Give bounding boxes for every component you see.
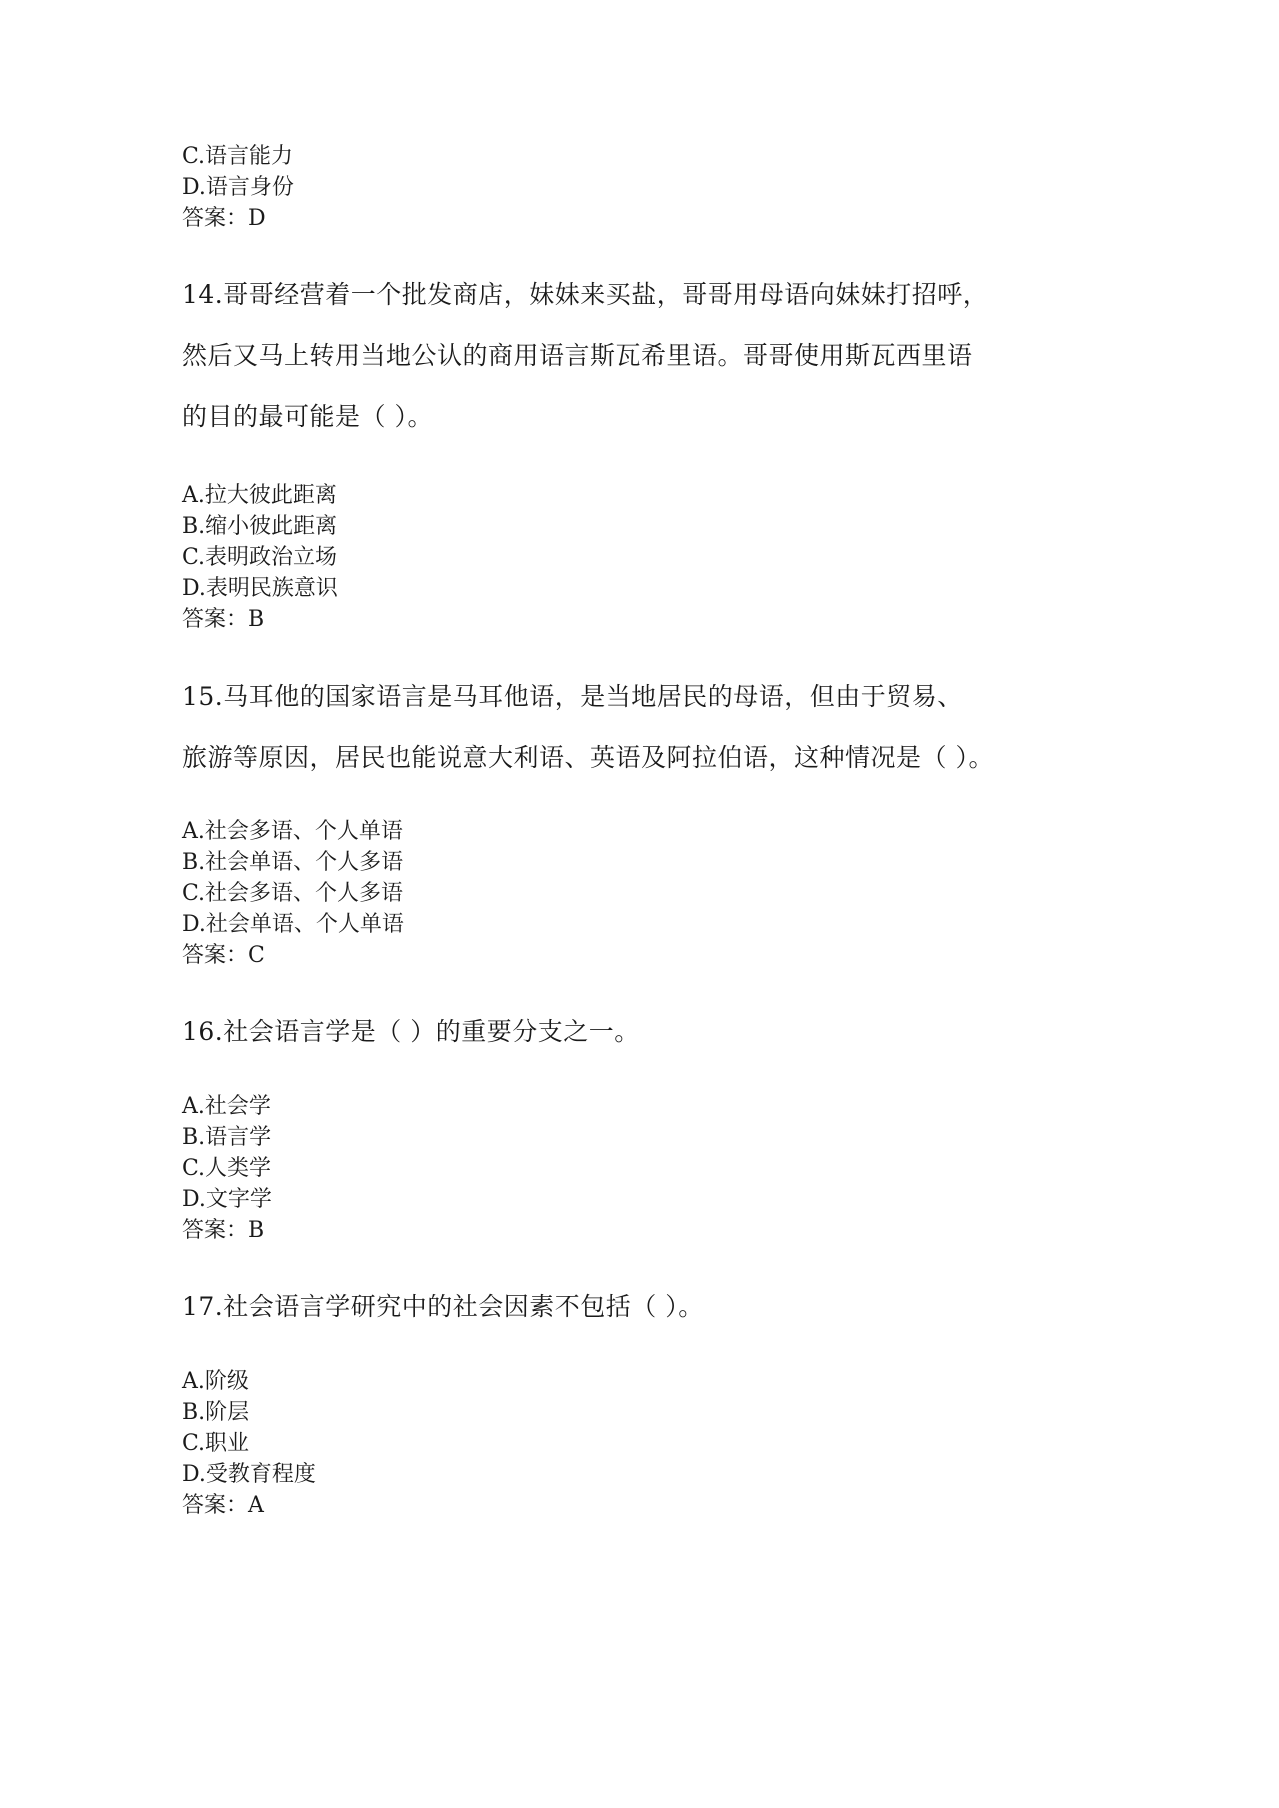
question-text-line: 的目的最可能是（ ）。 bbox=[182, 402, 433, 431]
option-a: A.社会多语、个人单语 bbox=[182, 819, 403, 844]
question-text-line: 然后又马上转用当地公认的商用语言斯瓦希里语。哥哥使用斯瓦西里语 bbox=[182, 341, 973, 370]
option-c: C.社会多语、个人多语 bbox=[182, 881, 404, 906]
option-c: C.表明政治立场 bbox=[182, 545, 338, 570]
option-b: B.社会单语、个人多语 bbox=[182, 850, 404, 875]
option-d: D.表明民族意识 bbox=[182, 576, 338, 601]
answer-line: 答案：B bbox=[182, 607, 265, 632]
option-c: C.人类学 bbox=[182, 1156, 272, 1181]
option-a: A.阶级 bbox=[182, 1369, 249, 1394]
option-d: D.语言身份 bbox=[182, 175, 294, 200]
option-c: C.语言能力 bbox=[182, 144, 294, 169]
option-b: B.语言学 bbox=[182, 1125, 272, 1150]
option-c: C.职业 bbox=[182, 1431, 250, 1456]
option-b: B.阶层 bbox=[182, 1400, 250, 1425]
option-d: D.社会单语、个人单语 bbox=[182, 912, 404, 937]
answer-line: 答案：D bbox=[182, 206, 266, 231]
option-d: D.文字学 bbox=[182, 1187, 272, 1212]
question-text-line: 16.社会语言学是（ ）的重要分支之一。 bbox=[182, 1017, 640, 1046]
answer-line: 答案：A bbox=[182, 1493, 264, 1518]
question-text-line: 17.社会语言学研究中的社会因素不包括（ ）。 bbox=[182, 1292, 704, 1321]
answer-line: 答案：B bbox=[182, 1218, 265, 1243]
option-a: A.拉大彼此距离 bbox=[182, 483, 337, 508]
question-text-line: 14.哥哥经营着一个批发商店，妹妹来买盐，哥哥用母语向妹妹打招呼， bbox=[182, 280, 989, 309]
option-a: A.社会学 bbox=[182, 1094, 271, 1119]
answer-line: 答案：C bbox=[182, 943, 265, 968]
question-text-line: 15.马耳他的国家语言是马耳他语，是当地居民的母语，但由于贸易、 bbox=[182, 682, 963, 711]
option-d: D.受教育程度 bbox=[182, 1462, 316, 1487]
option-b: B.缩小彼此距离 bbox=[182, 514, 338, 539]
question-text-line: 旅游等原因，居民也能说意大利语、英语及阿拉伯语，这种情况是（ ）。 bbox=[182, 743, 994, 772]
